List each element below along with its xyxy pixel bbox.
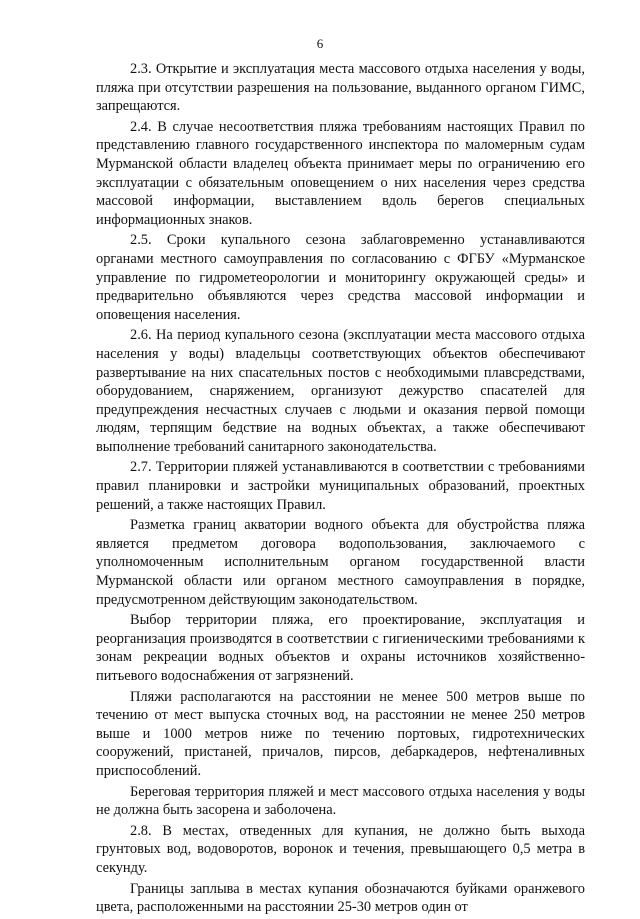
paragraph-territory-selection: Выбор территории пляжа, его проектирование, эксплуатация и реорганизация производятся в соответствии с гигиеническими требованиями к зонам рекреации водных объектов и охраны источников хозяйственно-питьевого водоснабжения от загрязнений. (96, 612, 585, 684)
paragraph-2-7: 2.7. Территории пляжей устанавливаются в соответствии с требованиями правил планировки и застройки муниципальных образований, проектных решений, а также настоящих Правил. (96, 459, 585, 513)
paragraph-2-8: 2.8. В местах, отведенных для купания, не должно быть выхода грунтовых вод, водоворотов, воронок и течения, превышающего 0,5 метра в секунду. (96, 822, 585, 876)
document-body (96, 60, 585, 919)
page-number: 6 (316, 36, 324, 51)
paragraph-2-4: 2.4. В случае несоответствия пляжа требованиям настоящих Правил по представлению главного государственного инспектора по маломерным судам Мурманской области владелец объекта принимает меры по ограничению его эксплуатации с обязательным оповещением о них населения через средства массовой информации, выставлением вдоль берегов специальных информационных знаков. (96, 118, 585, 228)
paragraph-2-5: 2.5. Сроки купального сезона заблаговременно устанавливаются органами местного самоуправления по согласованию с ФГБУ «Мурманское управление по гидрометеорологии и мониторингу окружающей среды» и предварительно объявляются через средства массовой информации и оповещения населения. (96, 232, 585, 323)
paragraph-2-3: 2.3. Открытие и эксплуатация места массового отдыха населения у воды, пляжа при отсутствии разрешения на пользование, выданного органом ГИМС, запрещаются. (96, 61, 585, 115)
paragraph-swim-boundaries: Границы заплыва в местах купания обозначаются буйками оранжевого цвета, расположенными на расстоянии 25-30 метров один от (96, 880, 585, 916)
paragraph-shore-territory: Береговая территория пляжей и мест массового отдыха населения у воды не должна быть засорена и заболочена. (96, 783, 585, 819)
paragraph-water-marking: Разметка границ акватории водного объекта для обустройства пляжа является предметом договора водопользования, заключаемого с уполномоченным исполнительным органом государственной власти Мурманской области или органом местного самоуправления в порядке, предусмотренном действующим законодательством. (96, 517, 585, 608)
paragraph-beach-distances: Пляжи располагаются на расстоянии не менее 500 метров выше по течению от мест выпуска сточных вод, на расстоянии не менее 250 метров выше и 1000 метров ниже по течению портовых, гидротехнических сооружений, пристаней, причалов, пирсов, дебаркадеров, нефтеналивных приспособлений. (96, 688, 585, 779)
paragraph-2-6: 2.6. На период купального сезона (эксплуатации места массового отдыха населения у воды) владельцы соответствующих объектов обеспечивают развертывание на них спасательных постов с необходимыми плавсредствами, оборудованием, снаряжением, организуют дежурство спасателей для предупреждения несчастных случаев с людьми и оказания первой помощи людям, терпящим бедствие на водных объектах, а также обеспечивают выполнение требований санитарного законодательства. (96, 327, 585, 455)
